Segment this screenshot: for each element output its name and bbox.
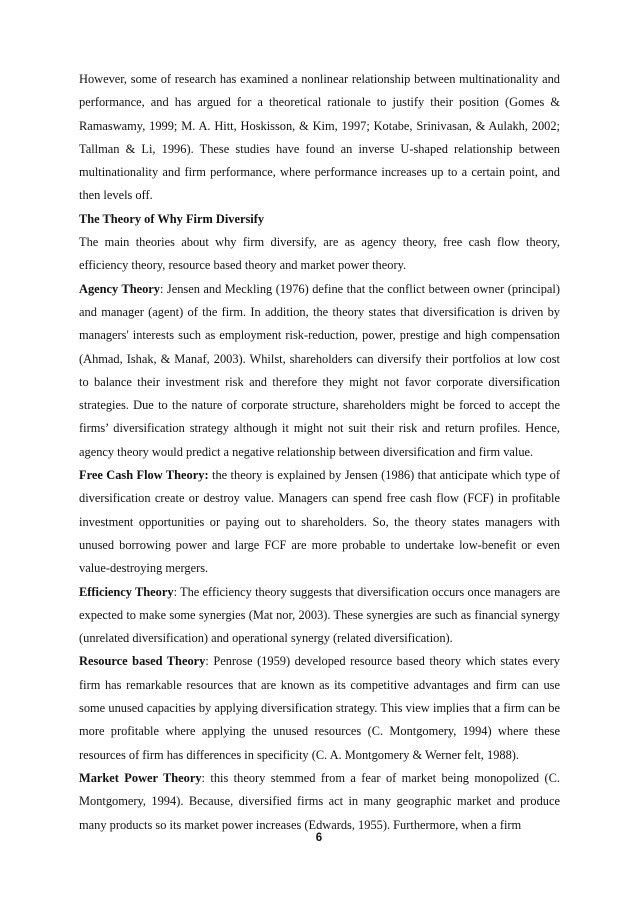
market-power-theory-term: Market Power Theory [79, 770, 202, 785]
section-heading: The Theory of Why Firm Diversify [79, 211, 265, 226]
efficiency-theory-term: Efficiency Theory [79, 584, 174, 599]
page-content [79, 68, 560, 837]
market-power-theory-text: : this theory stemmed from a fear of market being monopolized (C. Montgomery, 1994). Because, diversified firms act in many geographic market and produce many products so its market power increases (Edwards, 1955). Furthermore, when a firm [79, 770, 560, 832]
efficiency-theory-paragraph [79, 581, 560, 651]
agency-theory-paragraph [79, 278, 560, 464]
resource-based-theory-term: Resource based Theory [79, 654, 206, 669]
agency-theory-text: : Jensen and Meckling (1976) define that the conflict between owner (principal) and manager (agent) of the firm. In addition, the theory states that diversification is driven by managers' interests such as employment risk-reduction, power, prestige and high compensation (Ahmad, Ishak, & Manaf, 2003). Whilst, shareholders can diversify their portfolios at low cost to balance their investment risk and therefore they might not favor corporate diversification strategies. Due to the nature of corporate structure, shareholders might be forced to accept the firms’ diversification strategy although it might not suit their risk and return profiles. Hence, agency theory would predict a negative relationship between diversification and firm value. [79, 281, 560, 459]
page-number: 6 [315, 832, 323, 844]
agency-theory-term: Agency Theory [79, 281, 161, 296]
resource-based-theory-text: : Penrose (1959) developed resource based theory which states every firm has remarkable resources that are known as its competitive advantages and firm can use some unused capacities by applying diversification strategy. This view implies that a firm can be more profitable where applying the unused resources (C. Montgomery, 1994) where these resources of firm has differences in specificity (C. A. Montgomery & Werner felt, 1988). [79, 654, 561, 762]
free-cash-flow-theory-text: the theory is explained by Jensen (1986) that anticipate which type of diversification create or destroy value. Managers can spend free cash flow (FCF) in profitable investment opportunities or paying out to shareholders. So, the theory states managers with unused borrowing power and large FCF are more probable to undertake low-benefit or even value-destroying mergers. [79, 468, 560, 576]
resource-based-theory-paragraph [79, 650, 560, 766]
market-power-theory-paragraph [79, 767, 560, 837]
free-cash-flow-theory-term: Free Cash Flow Theory: [79, 468, 209, 483]
efficiency-theory-text: : The efficiency theory suggests that diversification occurs once managers are expected to make some synergies (Mat nor, 2003). These synergies are such as financial synergy (unrelated diversification) and operational synergy (related diversification). [79, 584, 560, 646]
free-cash-flow-theory-paragraph [79, 464, 560, 580]
intro-paragraph: However, some of research has examined a nonlinear relationship between multinationality and performance, and has argued for a theoretical rationale to justify their position (Gomes & Ramaswamy, 1999; M. A. Hitt, Hoskisson, & Kim, 1997; Kotabe, Srinivasan, & Aulakh, 2002; Tallman & Li, 1996). These studies have found an inverse U-shaped relationship between multinationality and firm performance, where performance increases up to a certain point, and then levels off. [79, 72, 560, 203]
section-intro-paragraph: The main theories about why firm diversify, are as agency theory, free cash flow theory, efficiency theory, resource based theory and market power theory. [79, 235, 560, 273]
